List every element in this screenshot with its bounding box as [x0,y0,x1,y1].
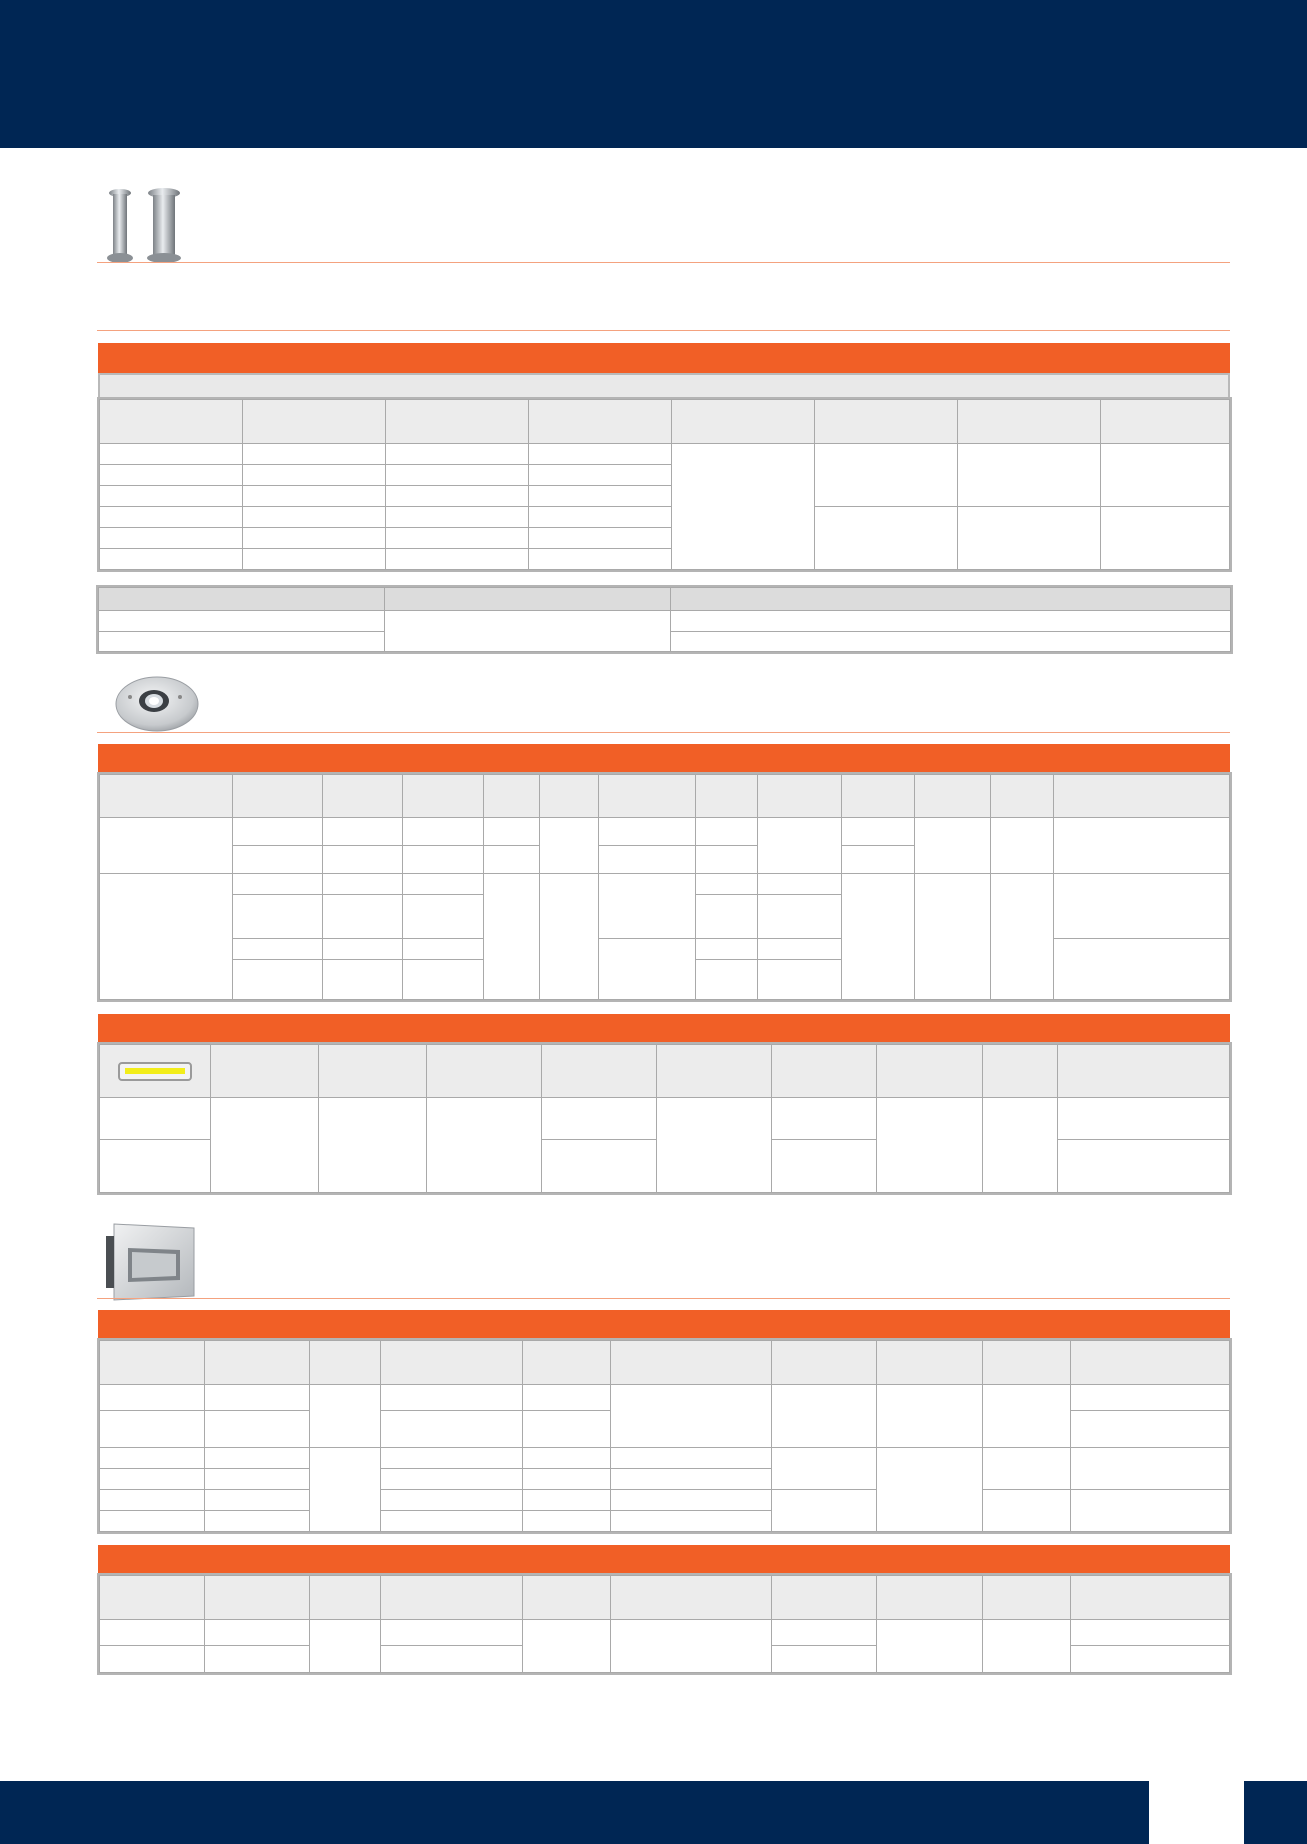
round-recessed-uplight-image [114,673,200,733]
wall-light-variant-table [99,1575,1230,1673]
led-strip-spec-table [99,1044,1230,1193]
yellow-led-strip-icon [118,1062,192,1081]
table-title-bar [98,1310,1230,1340]
rectangular-wall-recessed-light-image [106,1222,196,1302]
section-divider [97,732,1230,733]
footer-bar [0,1781,1149,1844]
bollard-accessory-table [98,587,1231,652]
table-title-bar [98,1545,1230,1575]
header-bar [0,0,1307,148]
section-divider [97,262,1230,263]
section-divider [97,1298,1230,1299]
led-strip-cell [100,1045,211,1098]
table-subheader-band [98,373,1230,400]
table-title-bar [98,343,1230,373]
wall-light-spec-table [99,1340,1230,1532]
bollard-pair-image [103,188,185,266]
section-divider [97,330,1230,331]
table-title-bar [98,744,1230,774]
footer-page-tab [1244,1781,1307,1844]
bollard-spec-table [99,399,1230,570]
table-title-bar [98,1014,1230,1044]
uplight-spec-table [99,774,1230,1000]
